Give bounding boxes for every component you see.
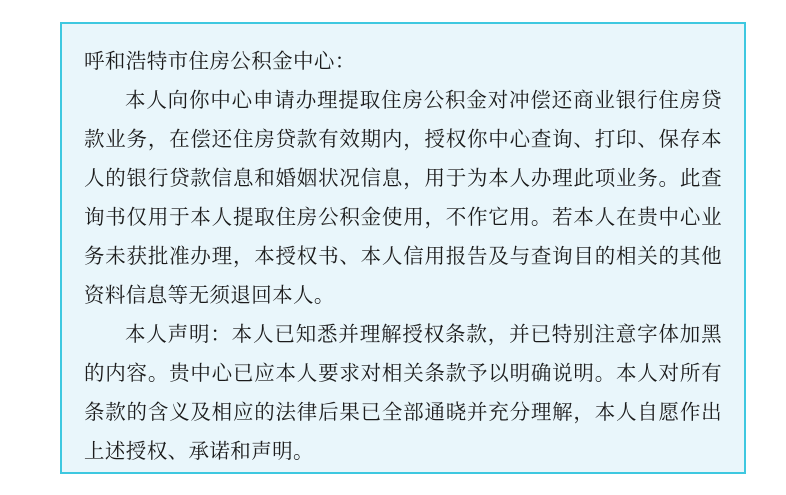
document-paragraph-2: 本人声明：本人已知悉并理解授权条款，并已特别注意字体加黑的内容。贵中心已应本人要求对相关条款予以明确说明。本人对所有条款的含义及相应的法律后果已全部通晓并充分理解，本人自愿作出上述授权、承诺和声明。 (84, 322, 722, 463)
document-body (84, 42, 722, 471)
page-margin-right (746, 0, 786, 495)
page-margin-bottom (0, 474, 786, 495)
page-margin-top (0, 0, 786, 22)
document-paragraph-1: 本人向你中心申请办理提取住房公积金对冲偿还商业银行住房贷款业务，在偿还住房贷款有效期内，授权你中心查询、打印、保存本人的银行贷款信息和婚姻状况信息，用于为本人办理此项业务。此查询书仅用于本人提取住房公积金使用，不作它用。若本人在贵中心业务未获批准办理，本授权书、本人信用报告及与查询目的相关的其他资料信息等无须退回本人。 (84, 88, 722, 307)
authorization-document-card (60, 22, 746, 474)
page-margin-left (0, 0, 60, 495)
document-heading: 呼和浩特市住房公积金中心： (84, 49, 356, 73)
